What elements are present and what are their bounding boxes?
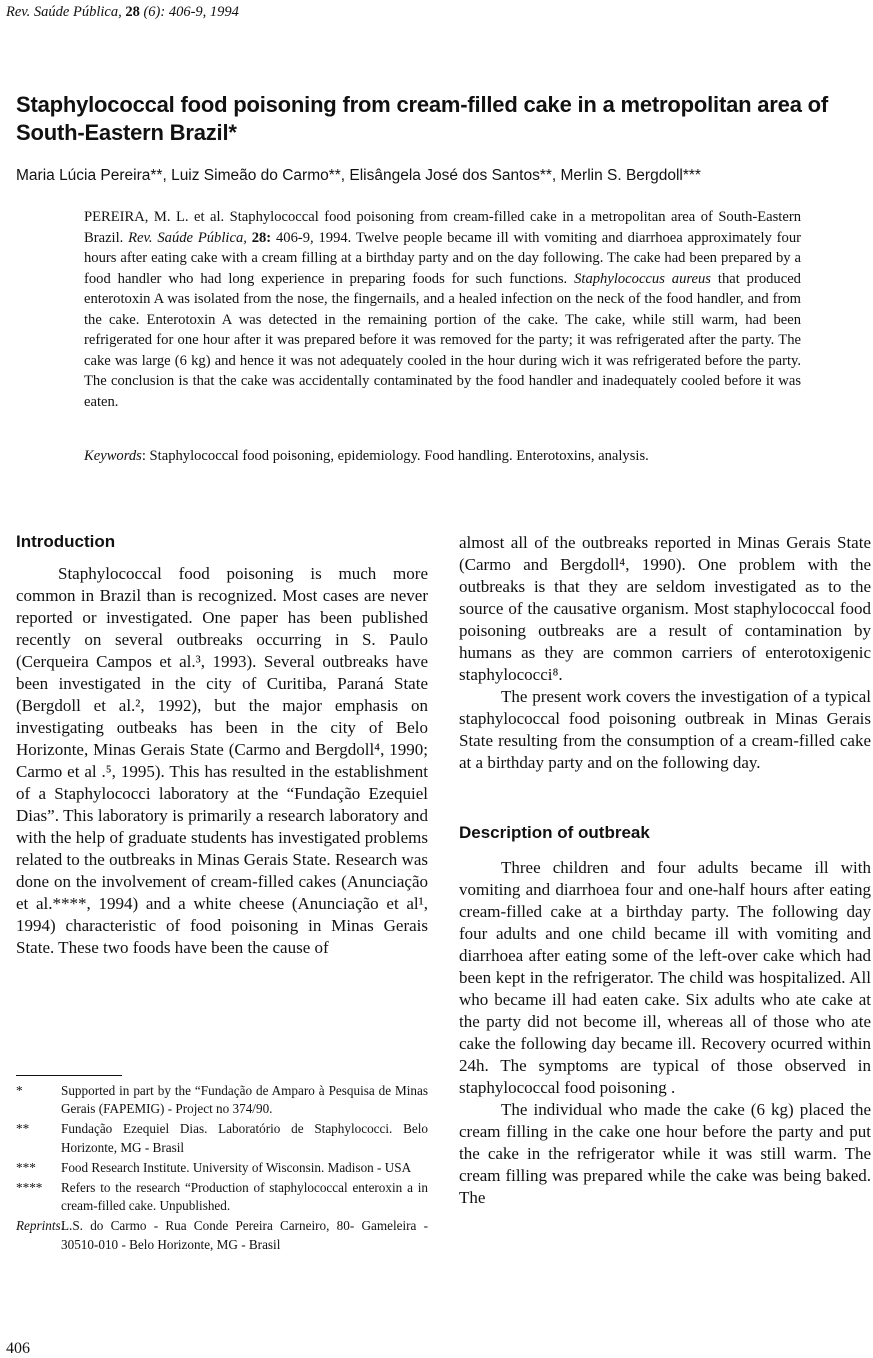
abstract-organism: Staphylococcus aureus	[574, 270, 711, 287]
abstract-text-1: 406-9, 1994. Twelve people became ill with vomiting and diarrhoea approximately four hours after eating cake with a cream filling at a birthday party and on the day following. The cake had been prepared by a food handler who had long experience in preparing foods for such functions.	[84, 229, 801, 287]
footnote	[16, 1179, 428, 1215]
footnote-mark: ***	[16, 1159, 36, 1175]
description-paragraph-2: The individual who made the cake (6 kg) placed the cream filling in the cake one hour before the party and put the cake in the refrigerator while it was still warm. The cream filling was prepared while the cake was being baked. The	[459, 1100, 871, 1207]
footnote-text: Fundação Ezequiel Dias. Laboratório de Staphylococci. Belo Horizonte, MG - Brasil	[61, 1121, 428, 1155]
footnote-text: Food Research Institute. University of Wisconsin. Madison - USA	[61, 1159, 412, 1175]
footnote	[16, 1082, 428, 1118]
footnote-mark: **	[16, 1121, 30, 1137]
abstract-journal: Rev. Saúde Pública,	[128, 229, 247, 246]
abstract-citation: PEREIRA, M. L. et al. Staphylococcal food poisoning from cream-filled cake in a metropolitan area of South-Eastern Brazil.	[84, 209, 801, 246]
running-head-journal: Rev. Saúde Pública,	[6, 4, 122, 20]
footnote-text: Supported in part by the “Fundação de Amparo à Pesquisa de Minas Gerais (FAPEMIG) - Project no 374/90.	[61, 1083, 428, 1117]
reprints-address: L.S. do Carmo - Rua Conde Pereira Carneiro, 80- Gameleira - 30510-010 - Belo Horizonte, MG - Brasil	[61, 1218, 428, 1252]
introduction-paragraph-1-continued: almost all of the outbreaks reported in Minas Gerais State (Carmo and Bergdoll⁴, 1990). One problem with the outbreaks is that they are seldom investigated as to the source of the causative organism. Most staphylococcal food poisoning outbreaks are a result of contamination by humans as they are common carriers of enterotoxigenic staphylococci⁸.	[459, 533, 871, 684]
footnote-mark: *	[16, 1083, 23, 1098]
footnote-text: Refers to the research “Production of staphylococcal enteroxin a in cream-filled cake. Unpublished.	[61, 1180, 428, 1214]
reprints-footnote	[16, 1217, 428, 1253]
description-heading: Description of outbreak	[459, 823, 650, 842]
introduction-heading: Introduction	[16, 532, 116, 551]
description-paragraph-1: Three children and four adults became ill with vomiting and diarrhoea four and one-half hours after eating cream-filled cake at a birthday party. The following day four adults and one child became ill with vomiting and diarrhoea after eating some of the left-over cake which had been kept in the refrigerator. The child was hospitalized. All who became ill had eaten cake. Six adults who ate cake at the party did not become ill, whereas all of those who ate cake the following day became ill. Recovery ocurred within 24h. The symptoms are typical of those observed in staphylococcal food poisoning .	[459, 858, 871, 1097]
article-title: Staphylococcal food poisoning from cream-filled cake in a metropolitan area of South-Eastern Brazil*	[16, 92, 829, 145]
abstract-volume: 28:	[251, 229, 272, 246]
left-column	[16, 532, 428, 959]
footnote-mark: ****	[16, 1180, 43, 1196]
keywords-text: : Staphylococcal food poisoning, epidemiology. Food handling. Enterotoxins, analysis.	[141, 448, 649, 464]
right-column	[459, 532, 871, 1209]
footnote-rule	[16, 1075, 122, 1076]
author-list: Maria Lúcia Pereira**, Luiz Simeão do Carmo**, Elisângela José dos Santos**, Merlin S. Bergdoll***	[16, 167, 701, 184]
reprints-label: Reprints:	[16, 1218, 66, 1234]
introduction-paragraph-1: Staphylococcal food poisoning is much more common in Brazil than is recognized. Most cases are never reported or investigated. One paper has been published recently on several outbreaks occurring in S. Paulo (Cerqueira Campos et al.³, 1993). Several outbreaks have been investigated in the city of Curitiba, Paraná State (Bergdoll et al.², 1992), but the major emphasis on investigating outbeaks has been in the city of Belo Horizonte, Minas Gerais State (Carmo and Bergdoll⁴, 1990; Carmo et al .⁵, 1995). This has resulted in the establishment of a Staphylococci laboratory at the “Fundação Ezequiel Dias”. This laboratory is primarily a research laboratory and with the help of graduate students has investigated problems related to the outbreaks in Minas Gerais State. Research was done on the involvement of cream-filled cakes (Anunciação et al.****, 1994) and a white cheese (Anunciação et al¹, 1994) characteristic of food poisoning in Minas Gerais State. These two foods have been the cause of	[16, 564, 428, 957]
abstract-text-2: that produced enterotoxin A was isolated from the nose, the fingernails, and a healed infection on the neck of the food handler, and from the cake. Enterotoxin A was detected in the remaining portion of the cake. The cake, while still warm, had been refrigerated for one hour after it was prepared before it was removed for the party; it was refrigerated after the party. The cake was large (6 kg) and hence it was not adequately cooled in the hour during wich it was refrigerated before the party. The conclusion is that the cake was accidentally contaminated by the food handler and inadequately cooled before it was eaten.	[84, 270, 801, 410]
introduction-paragraph-2: The present work covers the investigation of a typical staphylococcal food poisoning outbreak in Minas Gerais State resulting from the consumption of a cream-filled cake at a birthday party and on the following day.	[459, 687, 871, 772]
keywords	[84, 446, 801, 467]
footnote	[16, 1159, 428, 1177]
keywords-label: Keywords	[84, 448, 142, 464]
running-head-issue: (6): 406-9, 1994	[143, 4, 239, 20]
abstract	[84, 207, 801, 412]
footnote	[16, 1120, 428, 1156]
running-head-volume: 28	[125, 4, 140, 20]
page-number: 406	[6, 1340, 30, 1357]
running-head	[6, 4, 239, 21]
footnotes	[16, 1082, 428, 1256]
